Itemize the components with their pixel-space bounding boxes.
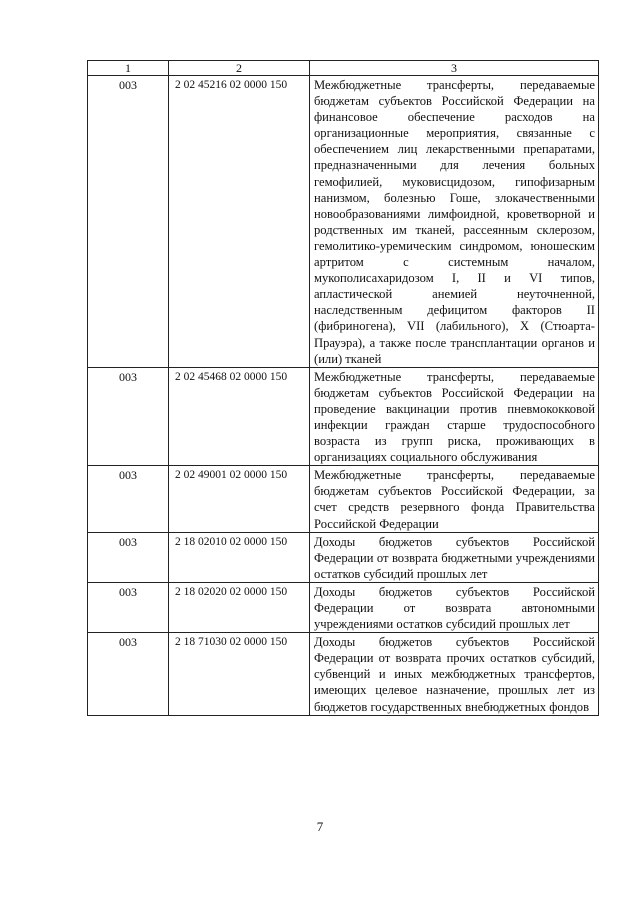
admin-code-cell: 003 [88, 367, 169, 466]
description-cell: Межбюджетные трансферты, передаваемые бюджетам субъектов Российской Федерации на проведение вакцинации против пневмококковой инфекции граждан старше трудоспособного возраста из групп риска, проживающих в организациях социального обслуживания [310, 367, 599, 466]
column-header-1: 1 [88, 61, 169, 76]
admin-code-cell: 003 [88, 582, 169, 632]
table-row [88, 367, 599, 466]
admin-code-cell: 003 [88, 76, 169, 368]
description-cell: Межбюджетные трансферты, передаваемые бюджетам субъектов Российской Федерации, за счет средств резервного фонда Правительства Российской Федерации [310, 466, 599, 532]
income-code-cell: 2 18 71030 02 0000 150 [169, 633, 310, 715]
column-header-3: 3 [310, 61, 599, 76]
admin-code-cell: 003 [88, 532, 169, 582]
page-number: 7 [316, 819, 324, 834]
admin-code-cell: 003 [88, 633, 169, 715]
income-code-cell: 2 18 02010 02 0000 150 [169, 532, 310, 582]
table-row [88, 633, 599, 715]
table-row [88, 582, 599, 632]
income-code-cell: 2 18 02020 02 0000 150 [169, 582, 310, 632]
table-row [88, 76, 599, 368]
income-code-cell: 2 02 49001 02 0000 150 [169, 466, 310, 532]
table-row [88, 532, 599, 582]
income-codes-table [87, 60, 599, 716]
description-cell: Доходы бюджетов субъектов Российской Федерации от возврата бюджетными учреждениями остатков субсидий прошлых лет [310, 532, 599, 582]
table-row [88, 466, 599, 532]
description-cell: Межбюджетные трансферты, передаваемые бюджетам субъектов Российской Федерации на финансовое обеспечение расходов на организационные мероприятия, связанные с обеспечением лиц лекарственными препаратами, предназначенными для лечения больных гемофилией, муковисцидозом, гипофизарным нанизмом, болезнью Гоше, злокачественными новообразованиями лимфоидной, кроветворной и родственных им тканей, рассеянным склерозом, гемолитико-уремическим синдромом, юношеским артритом с системным началом, мукополисахаридозом I, II и VI типов, апластической анемией неуточненной, наследственным дефицитом факторов II (фибриногена), VII (лабильного), X (Стюарта-Прауэра), а также после трансплантации органов и (или) тканей [310, 76, 599, 368]
description-cell: Доходы бюджетов субъектов Российской Федерации от возврата автономными учреждениями остатков субсидий прошлых лет [310, 582, 599, 632]
income-code-cell: 2 02 45216 02 0000 150 [169, 76, 310, 368]
admin-code-cell: 003 [88, 466, 169, 532]
description-cell: Доходы бюджетов субъектов Российской Федерации от возврата прочих остатков субсидий, субвенций и иных межбюджетных трансфертов, имеющих целевое назначение, прошлых лет из бюджетов государственных внебюджетных фондов [310, 633, 599, 715]
column-header-2: 2 [169, 61, 310, 76]
income-code-cell: 2 02 45468 02 0000 150 [169, 367, 310, 466]
table-header-row [88, 61, 599, 76]
